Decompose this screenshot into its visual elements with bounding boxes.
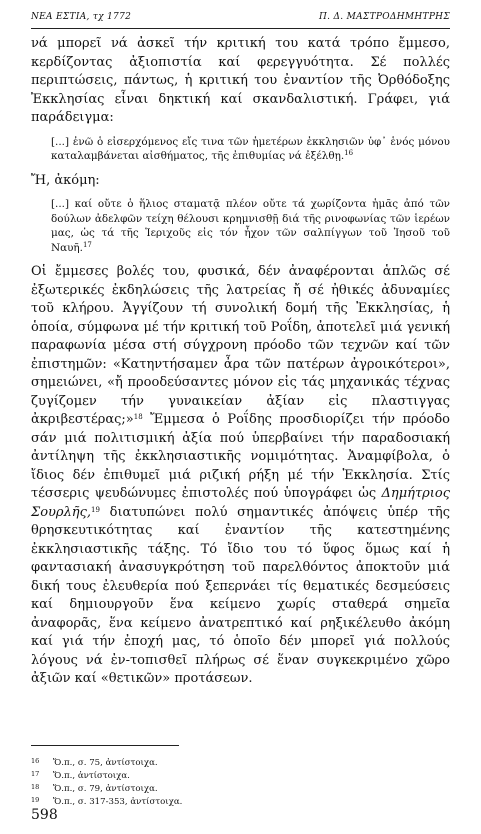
paragraph-3-text-b: Ἔμμεσα ὁ Ροΐδης προσδιορίζει τήν πρόοδο σάν μιά πολιτισμική ἀξία πού ὑπερβαίνει τήν παραδοσιακή ἀντίληψη τῆς ἐκκλησιαστικῆς νομιμότητας. Ἀναμφίβολα, ὁ ἴδιος δέν ἐπιθυμεῖ μιά ριζική ρήξη μέ τήν Ἐκκλησία. Στίς τέσσερις ψευδώνυμες ἐπιστολές πού ὑπογράφει ὡς (31, 412, 450, 501)
block-quote-1-text: [...] ἐνῶ ὁ εἰσερχόμενος εἴς τινα τῶν ἡμετέρων ἐκκλησιῶν ὑφ᾽ ἑνός μόνου καταλαμβάνεται αἰσθήματος, τῆς ἐπιθυμίας νά ἐξέλθῃ. (51, 135, 450, 162)
pseudonym: Δημήτριος Σουρλῆς, (31, 486, 450, 520)
footnote-number: 16 (31, 757, 40, 765)
footnote-18 (31, 783, 182, 796)
main-text (31, 35, 450, 689)
paragraph-3-text-a: Οἱ ἔμμεσες βολές του, φυσικά, δέν ἀναφέρονται ἁπλῶς σέ ἐξωτερικές ἐκδηλώσεις τῆς λατρείας ἤ σέ ἠθικές ἀδυναμίες τοῦ κλήρου. Ἀγγίζουν τή συνολική δομή τῆς Ἐκκλησίας, ἡ ὁποία, σύμφωνα μέ τήν κριτική τοῦ Ροΐδη, ἀποτελεῖ μιά γενική παραφωνία μέσα στή σύγχρονη πρόοδο τῶν τεχνῶν καί τῶν ἐπιστημῶν: «Κατηντήσαμεν ἆρα τῶν πατέρων ἀγροικότεροι», σημειώνει, «ἤ προοδεύσαντες μόνον εἰς τάς μηχανικάς τέχνας ζυγίζομεν τήν γυναικείαν ἀξίαν εἰς πλαστιγγας ἀκριβεστέρας;» (31, 264, 450, 427)
author-header: Π. Δ. ΜΑΣΤΡΟΔΗΜΗΤΡΗΣ (319, 12, 450, 22)
paragraph-1-text: νά μπορεῖ νά ἀσκεῖ τήν κριτική του κατά τρόπο ἔμμεσο, κερδίζοντας ἀξιοπιστία καί φερεγγυότητα. Σέ πολλές περιπτώσεις, πάντως, ἡ κριτική του ἐναντίον τῆς Ὀρθόδοξης Ἐκκλησίας εἶναι δηκτική καί σκανδαλιστική. Γράφει, γιά παράδειγμα: (31, 36, 450, 125)
footnote-text: Ὅ.π., σ. 75, ἀντίστοιχα. (53, 758, 158, 768)
footnote-ref-17[interactable]: 17 (82, 240, 92, 249)
paragraph-2-text: Ἤ, ἀκόμη: (31, 172, 100, 188)
block-quote-2 (51, 197, 450, 255)
footnote-17 (31, 770, 182, 783)
footnote-number: 17 (31, 770, 40, 778)
block-quote-2-text: [...] καί οὔτε ὁ ἥλιος σταματᾷ πλέον οὔτε τά χωρίζοντα ἡμᾶς ἀπό τῶν δούλων ἀδελφῶν τείχη θέλουσι κρημνισθῇ διά τῆς ρινοφωνίας τῶν ἱερέων μας, ὡς τά τῆς Ἱεριχοῦς εἰς τόν ἦχον τῶν σαλπίγγων τοῦ Ἰησοῦ τοῦ Ναυῆ. (51, 198, 450, 254)
footnote-text: Ὅ.π., ἀντίστοιχα. (53, 771, 130, 781)
page-number: 598 (31, 807, 58, 823)
paragraph-2 (31, 172, 450, 191)
paragraph-3-text-c: διατυπώνει πολύ σημαντικές ἀπόψεις ὑπέρ τῆς θρησκευτικότητας καί ἐναντίον τῆς κατεστημένης ἐκκλησιαστικῆς τάξης. Τό ἴδιο του τό ὕφος ὅμως καί ἡ φαντασιακή ἀνασυγκρότηση τοῦ παρελθόντος ἀποκτοῦν μιά δική τους ἐλευθερία πού ξεπερνάει τίς θεματικές δεσμεύσεις καί δημιουργοῦν ἕνα κείμενο χωρίς σταθερά σημεῖα ἀναφορᾶς, ἕνα κείμενο ἀνατρεπτικό καί ρηξικέλευθο ἀκόμη καί γιά τήν ἐποχή μας, τό ὁποῖο δέν μπορεῖ γιά πολλούς λόγους νά ἐν-τοπισθεῖ πλήρως σέ ἕναν συγκεκριμένο χῶρο ἀξιῶν καί «θετικῶν» προτάσεων. (31, 504, 450, 686)
footnote-number: 18 (31, 783, 40, 791)
journal-header: ΝΕΑ ΕΣΤΙΑ, τχ 1772 (31, 12, 132, 22)
footnote-text: Ὅ.π., σ. 317-353, ἀντίστοιχα. (53, 797, 183, 807)
footnote-ref-18[interactable]: 18 (133, 413, 143, 421)
paragraph-1 (31, 35, 450, 128)
footnotes (31, 757, 182, 809)
footnote-ref-19[interactable]: 19 (91, 505, 100, 514)
footnote-text: Ὅ.π., σ. 79, ἀντίστοιχα. (53, 784, 158, 794)
header-rule (31, 28, 450, 29)
footnote-rule (31, 745, 179, 746)
footnote-16 (31, 757, 182, 770)
footnote-number: 19 (31, 796, 40, 804)
footnote-ref-16[interactable]: 16 (344, 149, 354, 157)
block-quote-1 (51, 135, 450, 164)
paragraph-3 (31, 263, 450, 689)
